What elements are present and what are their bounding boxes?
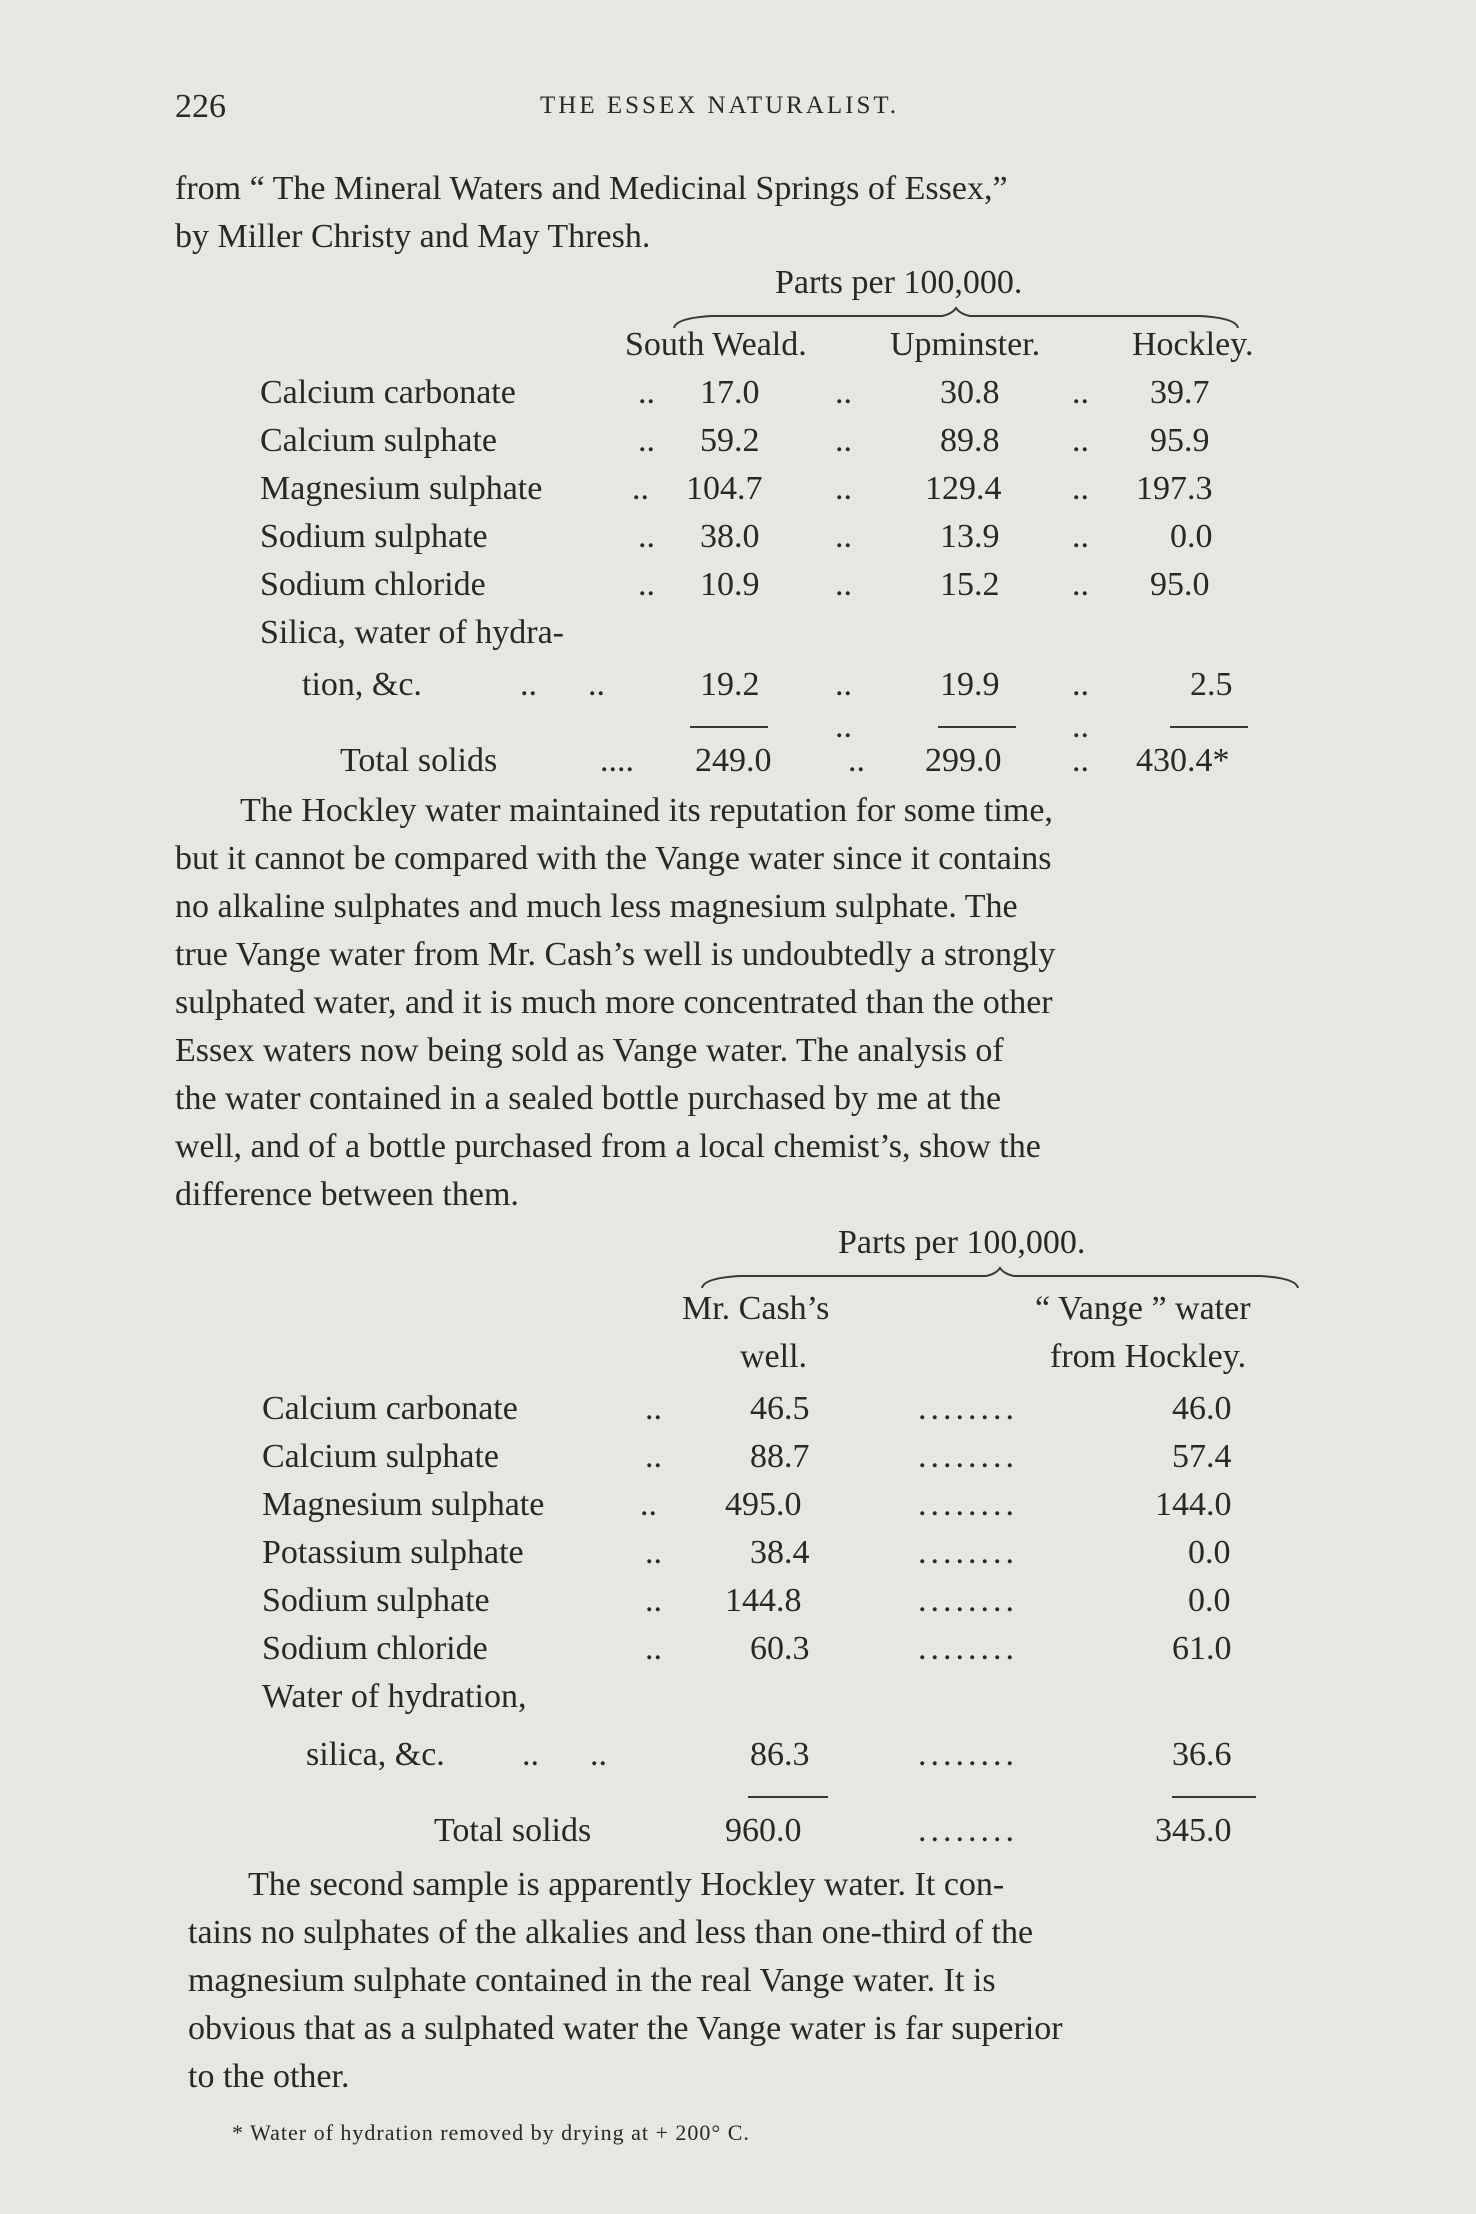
row-dots: ........ bbox=[918, 1390, 1018, 1427]
table-1-caption: Parts per 100,000. bbox=[775, 264, 1023, 301]
paragraph-line: sulphated water, and it is much more concentrated than the other bbox=[175, 984, 1053, 1021]
paragraph-line: obvious that as a sulphated water the Vange water is far superior bbox=[188, 2010, 1063, 2047]
total-vange: 345.0 bbox=[1155, 1812, 1232, 1849]
cell-upminster: 13.9 bbox=[940, 518, 1000, 555]
sum-rule bbox=[690, 726, 768, 728]
cell-mr-cash: 88.7 bbox=[750, 1438, 810, 1475]
cell-upminster: 19.9 bbox=[940, 666, 1000, 703]
table-2-col-header: Mr. Cash’s bbox=[682, 1290, 830, 1327]
row-leader: .. bbox=[645, 1438, 662, 1475]
total-hockley: 430.4* bbox=[1136, 742, 1230, 779]
row-sep: .. bbox=[835, 518, 852, 555]
footnote: * Water of hydration removed by drying at + 200° C. bbox=[232, 2120, 750, 2145]
paragraph-line: to the other. bbox=[188, 2058, 350, 2095]
total-label: Total solids bbox=[434, 1812, 592, 1849]
row-sep: .. bbox=[835, 708, 852, 745]
row-leader: .. bbox=[632, 470, 649, 507]
cell-mr-cash: 46.5 bbox=[750, 1390, 810, 1427]
total-south-weald: 249.0 bbox=[695, 742, 772, 779]
row-sep: .. bbox=[1072, 518, 1089, 555]
paragraph-line: no alkaline sulphates and much less magnesium sulphate. The bbox=[175, 888, 1018, 925]
row-dots: ........ bbox=[918, 1812, 1018, 1849]
row-sep: .. bbox=[1072, 566, 1089, 603]
paragraph-line: The Hockley water maintained its reputation for some time, bbox=[240, 792, 1053, 829]
row-sep: .. bbox=[1072, 742, 1089, 779]
row-sep: .. bbox=[1072, 374, 1089, 411]
row-leader: .. bbox=[645, 1534, 662, 1571]
paragraph-line: well, and of a bottle purchased from a local chemist’s, show the bbox=[175, 1128, 1041, 1165]
total-label: Total solids bbox=[340, 742, 498, 779]
sum-rule bbox=[1172, 1796, 1256, 1798]
row-label: Sodium chloride bbox=[262, 1630, 488, 1667]
paragraph-line: magnesium sulphate contained in the real Vange water. It is bbox=[188, 1962, 996, 1999]
cell-south-weald: 19.2 bbox=[700, 666, 760, 703]
row-leader: .. bbox=[645, 1582, 662, 1619]
sum-rule bbox=[938, 726, 1016, 728]
row-leader: .. bbox=[638, 566, 655, 603]
table-1-col-header: Upminster. bbox=[890, 326, 1041, 363]
row-leader: .. bbox=[638, 374, 655, 411]
row-label: Sodium sulphate bbox=[260, 518, 488, 555]
cell-vange: 46.0 bbox=[1172, 1390, 1232, 1427]
table-2-caption: Parts per 100,000. bbox=[838, 1224, 1086, 1261]
row-label: Calcium carbonate bbox=[260, 374, 516, 411]
cell-hockley: 39.7 bbox=[1150, 374, 1210, 411]
row-sep: .. bbox=[835, 422, 852, 459]
row-sep: .. bbox=[835, 666, 852, 703]
row-dots: ........ bbox=[918, 1736, 1018, 1773]
row-sep: .. bbox=[1072, 422, 1089, 459]
cell-hockley: 95.0 bbox=[1150, 566, 1210, 603]
row-sep: .. bbox=[835, 566, 852, 603]
cell-upminster: 89.8 bbox=[940, 422, 1000, 459]
cell-hockley: 95.9 bbox=[1150, 422, 1210, 459]
row-dots: ........ bbox=[918, 1582, 1018, 1619]
page-number: 226 bbox=[175, 88, 226, 125]
cell-hockley: 0.0 bbox=[1170, 518, 1213, 555]
paragraph-line: true Vange water from Mr. Cash’s well is undoubtedly a strongly bbox=[175, 936, 1056, 973]
cell-vange: 0.0 bbox=[1188, 1534, 1231, 1571]
cell-vange: 61.0 bbox=[1172, 1630, 1232, 1667]
row-label: Calcium sulphate bbox=[260, 422, 498, 459]
cell-vange: 36.6 bbox=[1172, 1736, 1232, 1773]
cell-south-weald: 10.9 bbox=[700, 566, 760, 603]
cell-hockley: 2.5 bbox=[1190, 666, 1233, 703]
paragraph-line: but it cannot be compared with the Vange water since it contains bbox=[175, 840, 1052, 877]
row-label: silica, &c. bbox=[306, 1736, 445, 1773]
cell-vange: 144.0 bbox=[1155, 1486, 1232, 1523]
total-leader: .... bbox=[600, 742, 634, 779]
paragraph-line: difference between them. bbox=[175, 1176, 519, 1213]
intro-line: from “ The Mineral Waters and Medicinal Springs of Essex,” bbox=[175, 170, 1008, 207]
row-leader: .. bbox=[638, 422, 655, 459]
table-2-col-header: from Hockley. bbox=[1050, 1338, 1247, 1375]
total-upminster: 299.0 bbox=[925, 742, 1002, 779]
row-label: Magnesium sulphate bbox=[262, 1486, 545, 1523]
cell-mr-cash: 60.3 bbox=[750, 1630, 810, 1667]
cell-south-weald: 38.0 bbox=[700, 518, 760, 555]
sum-rule bbox=[1170, 726, 1248, 728]
row-sep: .. bbox=[1072, 708, 1089, 745]
cell-south-weald: 17.0 bbox=[700, 374, 760, 411]
table-2-col-header: well. bbox=[740, 1338, 808, 1375]
cell-upminster: 30.8 bbox=[940, 374, 1000, 411]
row-dots: ........ bbox=[918, 1534, 1018, 1571]
row-leader: .. bbox=[645, 1630, 662, 1667]
row-dots: ........ bbox=[918, 1486, 1018, 1523]
table-1-col-header: Hockley. bbox=[1132, 326, 1254, 363]
cell-upminster: 15.2 bbox=[940, 566, 1000, 603]
cell-mr-cash: 38.4 bbox=[750, 1534, 810, 1571]
table-2-col-header: “ Vange ” water bbox=[1035, 1290, 1251, 1327]
row-label: Magnesium sulphate bbox=[260, 470, 543, 507]
row-label: Potassium sulphate bbox=[262, 1534, 524, 1571]
row-label: Calcium sulphate bbox=[262, 1438, 500, 1475]
table-1-col-header: South Weald. bbox=[625, 326, 807, 363]
cell-south-weald: 59.2 bbox=[700, 422, 760, 459]
row-leader: .. bbox=[640, 1486, 657, 1523]
row-dots: ........ bbox=[918, 1438, 1018, 1475]
row-leader: .. bbox=[638, 518, 655, 555]
running-title: THE ESSEX NATURALIST. bbox=[540, 92, 900, 119]
sum-rule bbox=[748, 1796, 828, 1798]
paragraph-line: the water contained in a sealed bottle purchased by me at the bbox=[175, 1080, 1002, 1117]
row-leader: .. .. bbox=[520, 666, 605, 703]
row-label: Sodium sulphate bbox=[262, 1582, 490, 1619]
row-sep: .. bbox=[1072, 666, 1089, 703]
paragraph-line: Essex waters now being sold as Vange water. The analysis of bbox=[175, 1032, 1004, 1069]
row-label: Silica, water of hydra- bbox=[260, 614, 564, 651]
cell-mr-cash: 495.0 bbox=[725, 1486, 802, 1523]
row-sep: .. bbox=[848, 742, 865, 779]
row-label: tion, &c. bbox=[302, 666, 422, 703]
cell-hockley: 197.3 bbox=[1136, 470, 1213, 507]
row-sep: .. bbox=[835, 374, 852, 411]
cell-south-weald: 104.7 bbox=[686, 470, 763, 507]
row-leader: .. bbox=[645, 1390, 662, 1427]
cell-vange: 0.0 bbox=[1188, 1582, 1231, 1619]
row-label: Sodium chloride bbox=[260, 566, 486, 603]
row-label: Water of hydration, bbox=[262, 1678, 527, 1715]
cell-mr-cash: 86.3 bbox=[750, 1736, 810, 1773]
row-sep: .. bbox=[835, 470, 852, 507]
row-label: Calcium carbonate bbox=[262, 1390, 518, 1427]
paragraph-line: tains no sulphates of the alkalies and less than one-third of the bbox=[188, 1914, 1034, 1951]
cell-mr-cash: 144.8 bbox=[725, 1582, 802, 1619]
paragraph-line: The second sample is apparently Hockley water. It con- bbox=[248, 1866, 1005, 1903]
cell-upminster: 129.4 bbox=[925, 470, 1002, 507]
total-mr-cash: 960.0 bbox=[725, 1812, 802, 1849]
cell-vange: 57.4 bbox=[1172, 1438, 1232, 1475]
row-sep: .. bbox=[1072, 470, 1089, 507]
row-dots: ........ bbox=[918, 1630, 1018, 1667]
intro-line: by Miller Christy and May Thresh. bbox=[175, 218, 651, 255]
table-2-brace bbox=[700, 1266, 1300, 1292]
row-leader: .. .. bbox=[522, 1736, 607, 1773]
